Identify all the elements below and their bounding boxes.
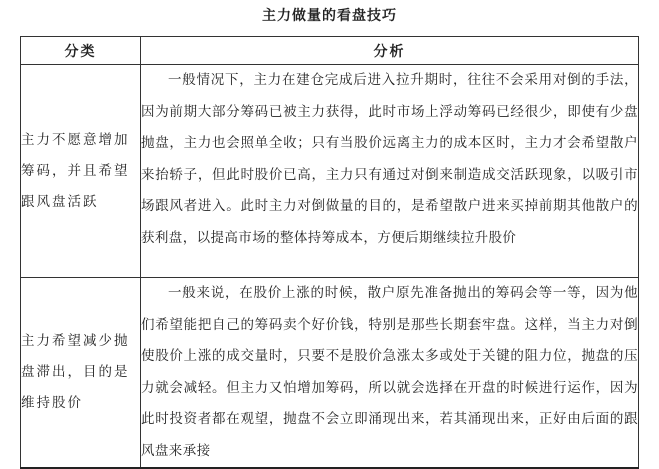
row-analysis (141, 278, 639, 469)
header-row (21, 37, 639, 65)
row-analysis-text: 一般来说，在股价上涨的时候，散户原先准备抛出的筹码会等一等，因为他们希望能把自己的筹码卖个好价钱，特别是那些长期套牢盘。这样，当主力对倒使股价上涨的成交量时，只要不是股价急涨太多或处于关键的阻力位，抛盘的压力就会减轻。但主力又怕增加筹码，所以就会选择在开盘的时候进行运作，因为此时投资者都在观望，抛盘不会立即涌现出来，若其涌现出来，正好由后面的跟风盘来承接 (141, 285, 638, 459)
header-category: 分类 (21, 37, 141, 65)
row-analysis (141, 65, 639, 278)
row-category: 主力希望减少抛盘滞出，目的是维持股价 (21, 278, 141, 469)
table-row (21, 65, 639, 278)
row-analysis-text: 一般情况下，主力在建仓完成后进入拉升期时，往往不会采用对倒的手法，因为前期大部分筹码已被主力获得，此时市场上浮动筹码已经很少，即使有少盘抛盘，主力也会照单全收；只有当股价远离主力的成本区时，主力才会希望散户来抬轿子，但此时股价已高，主力只有通过对倒来制造成交活跃现象，以吸引市场跟风者进入。此时主力对倒做量的目的，是希望散户进来买掉前期其他散户的获利盘，以提高市场的整体持筹成本，方便后期继续拉升股价 (141, 72, 638, 246)
header-analysis: 分析 (141, 37, 639, 65)
table-row (21, 278, 639, 469)
analysis-table (20, 36, 639, 469)
row-category: 主力不愿意增加筹码，并且希望跟风盘活跃 (21, 65, 141, 278)
table-title: 主力做量的看盘技巧 (262, 8, 397, 24)
